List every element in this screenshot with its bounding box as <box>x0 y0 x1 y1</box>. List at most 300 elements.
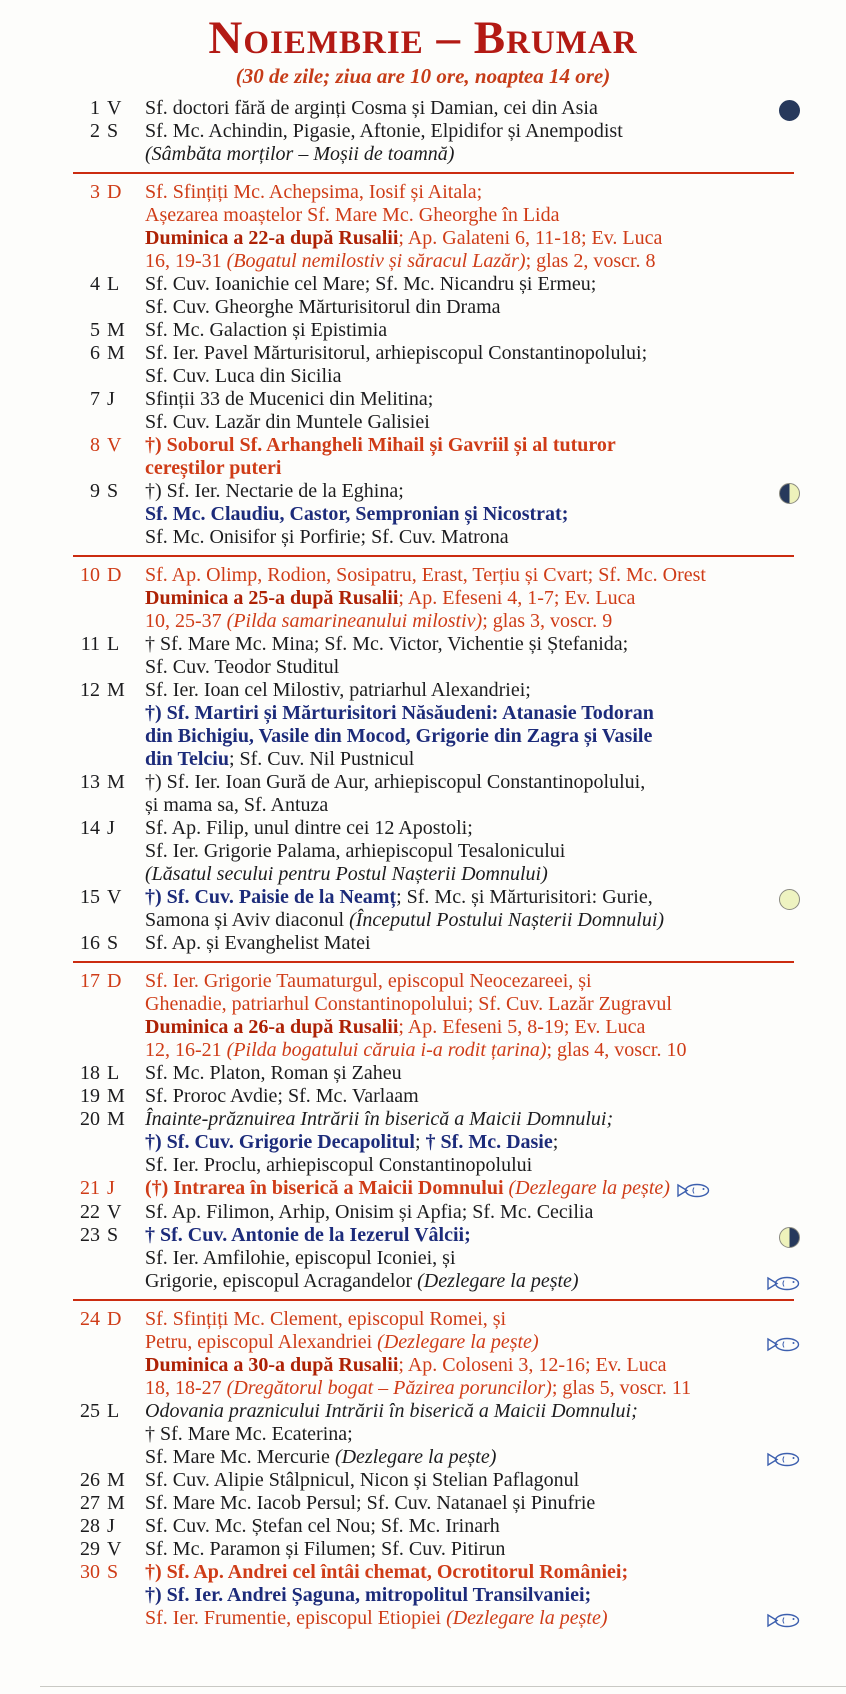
day-content <box>145 633 794 679</box>
text-segment: Duminica a 22-a după Rusalii <box>145 227 399 250</box>
day-label <box>73 564 145 587</box>
section-separator <box>73 555 794 557</box>
text-segment: Ghenadie, patriarhul Constantinopolului; Sf. Cuv. Lazăr Zugravul <box>145 993 672 1016</box>
day-of-week: M <box>107 1085 125 1108</box>
day-content <box>145 679 794 771</box>
day-content <box>145 1469 794 1492</box>
day-content <box>145 434 794 480</box>
day-number: 22 <box>80 1201 100 1224</box>
text-segment: Odovania praznicului Intrării în biserică a Maicii Domnului; <box>145 1400 638 1423</box>
text-segment: Samona și Aviv diaconul <box>145 909 350 932</box>
day-number: 26 <box>80 1469 100 1492</box>
calendar-text-line <box>145 1446 794 1469</box>
day-of-week: L <box>107 1400 120 1423</box>
day-label <box>73 886 145 909</box>
page-title: Noiembrie – Brumar <box>208 12 638 64</box>
day-number: 30 <box>80 1561 100 1584</box>
day-content <box>145 1062 794 1085</box>
day-number: 6 <box>90 342 100 365</box>
calendar-text-line <box>145 1538 794 1561</box>
day-content <box>145 1177 794 1201</box>
text-segment: (Dezlegare la pește) <box>446 1607 608 1630</box>
calendar-day-row <box>73 886 794 932</box>
text-segment: Sf. Cuv. Lazăr din Muntele Galisiei <box>145 411 430 434</box>
text-segment: Sf. Mare Mc. Iacob Persul; Sf. Cuv. Natanael și Pinufrie <box>145 1492 596 1515</box>
text-segment: Sf. Sfințiți Mc. Clement, episcopul Romei, și <box>145 1308 507 1331</box>
day-label <box>73 1201 145 1224</box>
day-content <box>145 1561 794 1630</box>
day-content <box>145 1515 794 1538</box>
day-label <box>73 434 145 457</box>
day-content <box>145 817 794 886</box>
text-segment: Sf. Mc. Achindin, Pigasie, Aftonie, Elpidifor și Anempodist <box>145 120 623 143</box>
day-of-week: D <box>107 181 122 204</box>
day-label <box>73 97 145 120</box>
text-segment: ; Ap. Coloseni 3, 12-16; Ev. Luca <box>398 1354 667 1377</box>
text-segment: Sf. Ap. și Evanghelist Matei <box>145 932 371 955</box>
text-segment: †) Sf. Cuv. Grigorie Decapolitul <box>145 1131 415 1154</box>
calendar-text-line <box>145 1108 794 1131</box>
day-of-week: V <box>107 1201 122 1224</box>
calendar-day-row <box>73 633 794 679</box>
first-quarter-moon-icon <box>779 481 800 504</box>
day-label <box>73 1492 145 1515</box>
text-segment: Sf. Mc. Claudiu, Castor, Sempronian și Nicostrat; <box>145 503 569 526</box>
day-label <box>73 273 145 296</box>
day-number: 1 <box>90 97 100 120</box>
calendar-day-row <box>73 1177 794 1201</box>
day-content <box>145 886 794 932</box>
fish-icon <box>766 1271 800 1294</box>
day-of-week: J <box>107 817 115 840</box>
text-segment: Sf. Mc. Platon, Roman și Zaheu <box>145 1062 402 1085</box>
calendar-text-line <box>145 1331 794 1354</box>
day-content <box>145 1538 794 1561</box>
day-number: 11 <box>80 633 100 656</box>
day-content <box>145 1108 794 1177</box>
calendar-text-line <box>145 1016 794 1039</box>
section-separator <box>73 172 794 174</box>
day-of-week: S <box>107 932 119 955</box>
day-label <box>73 120 145 143</box>
calendar-text-line <box>145 503 794 526</box>
day-of-week: M <box>107 1469 125 1492</box>
text-segment: † Sf. Mare Mc. Mina; Sf. Mc. Victor, Vichentie și Ștefanida; <box>145 633 629 656</box>
day-of-week: S <box>107 120 119 143</box>
calendar-day-row <box>73 1538 794 1561</box>
calendar-day-row <box>73 1515 794 1538</box>
text-segment: Duminica a 26-a după Rusalii <box>145 1016 399 1039</box>
text-segment: ; <box>414 1131 426 1154</box>
calendar-day-row <box>73 564 794 633</box>
calendar-text-line <box>145 411 794 434</box>
text-segment: ; Ap. Galateni 6, 11-18; Ev. Luca <box>398 227 663 250</box>
calendar-text-line <box>145 1515 794 1538</box>
calendar-text-line <box>145 204 794 227</box>
calendar-text-line <box>145 1423 794 1446</box>
day-of-week: S <box>107 480 119 503</box>
text-segment: Sf. Ap. Filip, unul dintre cei 12 Apostoli; <box>145 817 473 840</box>
calendar-day-row <box>73 1400 794 1469</box>
day-number: 28 <box>80 1515 100 1538</box>
text-segment: Înainte-prăznuirea Intrării în biserică a Maicii Domnului; <box>145 1108 614 1131</box>
text-segment: Duminica a 25-a după Rusalii <box>145 587 399 610</box>
calendar-text-line <box>145 1492 794 1515</box>
calendar-text-line <box>145 388 794 411</box>
text-segment: Sf. Ier. Frumentie, episcopul Etiopiei <box>145 1607 447 1630</box>
day-of-week: M <box>107 679 125 702</box>
text-segment: Sf. Ier. Grigorie Palama, arhiepiscopul Tesalonicului <box>145 840 566 863</box>
calendar-text-line <box>145 1201 794 1224</box>
calendar-day-row <box>73 1469 794 1492</box>
calendar-text-line <box>145 1224 794 1247</box>
text-segment: †) Sf. Martiri și Mărturisitori Năsăudeni: Atanasie Todoran <box>145 702 654 725</box>
last-quarter-moon-icon <box>779 1225 800 1248</box>
calendar-day-row <box>73 679 794 771</box>
text-segment: (Dezlegare la pește) <box>334 1446 497 1469</box>
day-content <box>145 564 794 633</box>
fish-icon <box>766 1447 800 1470</box>
calendar-text-line <box>145 526 794 549</box>
day-of-week: M <box>107 1108 125 1131</box>
text-segment: Sf. Ier. Grigorie Taumaturgul, episcopul Neocezareei, și <box>145 970 592 993</box>
day-number: 14 <box>80 817 100 840</box>
text-segment: 12, 16-21 <box>145 1039 227 1062</box>
day-content <box>145 1308 794 1400</box>
day-label <box>73 970 145 993</box>
calendar-text-line <box>145 970 794 993</box>
day-number: 16 <box>80 932 100 955</box>
day-of-week: J <box>107 1177 115 1200</box>
day-of-week: S <box>107 1224 119 1247</box>
day-content <box>145 1201 794 1224</box>
text-segment: (Sâmbăta morților – Moșii de toamnă) <box>145 143 455 166</box>
day-content <box>145 97 794 120</box>
calendar-day-row <box>73 1224 794 1293</box>
day-of-week: M <box>107 1492 125 1515</box>
text-segment: Sf. Cuv. Alipie Stâlpnicul, Nicon și Stelian Paflagonul <box>145 1469 580 1492</box>
calendar-day-row <box>73 1108 794 1177</box>
day-label <box>73 1085 145 1108</box>
text-segment: cereștilor puteri <box>145 457 282 480</box>
text-segment: Sf. Cuv. Ioanichie cel Mare; Sf. Mc. Nicandru și Ermeu; <box>145 273 597 296</box>
calendar-day-row <box>73 932 794 955</box>
calendar-text-line <box>145 1400 794 1423</box>
day-number: 17 <box>80 970 100 993</box>
text-segment: ; glas 5, voscr. 11 <box>551 1377 692 1400</box>
day-of-week: M <box>107 771 125 794</box>
calendar-text-line <box>145 1354 794 1377</box>
day-content <box>145 970 794 1062</box>
day-content <box>145 1085 794 1108</box>
calendar-text-line <box>145 886 794 909</box>
day-of-week: M <box>107 319 125 342</box>
day-label <box>73 1400 145 1423</box>
calendar-day-row <box>73 1085 794 1108</box>
day-label <box>73 679 145 702</box>
day-content <box>145 1492 794 1515</box>
day-of-week: J <box>107 1515 115 1538</box>
calendar-text-line <box>145 1062 794 1085</box>
day-number: 27 <box>80 1492 100 1515</box>
text-segment: (Bogatul nemilostiv și săracul Lazăr) <box>226 250 526 273</box>
text-segment: ; glas 3, voscr. 9 <box>482 610 613 633</box>
calendar-day-row <box>73 97 794 120</box>
text-segment: ; Ap. Efeseni 4, 1-7; Ev. Luca <box>398 587 636 610</box>
text-segment: și mama sa, Sf. Antuza <box>145 794 329 817</box>
calendar-text-line <box>145 319 794 342</box>
calendar-day-row <box>73 771 794 817</box>
text-segment: † Sf. Mc. Dasie <box>425 1131 553 1154</box>
calendar-day-row <box>73 273 794 319</box>
calendar-text-line <box>145 1469 794 1492</box>
calendar-days <box>73 97 794 1630</box>
text-segment: †) Sf. Ier. Andrei Șaguna, mitropolitul Transilvaniei; <box>145 1584 592 1607</box>
text-segment: ; Sf. Mc. și Mărturisitori: Gurie, <box>396 886 653 909</box>
calendar-text-line <box>145 587 794 610</box>
text-segment: (Pilda samarineanului milostiv) <box>226 610 483 633</box>
calendar-text-line <box>145 748 794 771</box>
text-segment: Sf. Mc. Paramon și Filumen; Sf. Cuv. Pitirun <box>145 1538 506 1561</box>
text-segment: ; glas 2, voscr. 8 <box>525 250 656 273</box>
calendar-text-line <box>145 1039 794 1062</box>
day-content <box>145 1224 794 1293</box>
day-number: 19 <box>80 1085 100 1108</box>
day-label <box>73 932 145 955</box>
day-of-week: D <box>107 564 122 587</box>
calendar-day-row <box>73 388 794 434</box>
text-segment: †) Soborul Sf. Arhangheli Mihail și Gavriil și al tuturor <box>145 434 616 457</box>
text-segment: ; <box>552 1131 559 1154</box>
text-segment: Sf. Mare Mc. Mercurie <box>145 1446 335 1469</box>
calendar-day-row <box>73 342 794 388</box>
calendar-text-line <box>145 365 794 388</box>
day-label <box>73 1515 145 1538</box>
day-of-week: L <box>107 273 120 296</box>
day-content <box>145 342 794 388</box>
fish-icon <box>676 1178 710 1201</box>
text-segment: Sf. Cuv. Luca din Sicilia <box>145 365 342 388</box>
new-moon-icon <box>779 98 800 121</box>
day-number: 18 <box>80 1062 100 1085</box>
section-separator <box>73 961 794 963</box>
calendar-text-line <box>145 794 794 817</box>
text-segment: Sf. doctori fără de arginți Cosma și Damian, cei din Asia <box>145 97 598 120</box>
text-segment: Așezarea moaștelor Sf. Mare Mc. Gheorghe în Lida <box>145 204 560 227</box>
day-of-week: D <box>107 1308 122 1331</box>
text-segment: Petru, episcopul Alexandriei <box>145 1331 378 1354</box>
calendar-day-row <box>73 1062 794 1085</box>
text-segment: Sf. Mc. Onisifor și Porfirie; Sf. Cuv. Matrona <box>145 526 509 549</box>
calendar-text-line <box>145 656 794 679</box>
text-segment: (†) Intrarea în biserică a Maicii Domnului <box>145 1177 509 1200</box>
calendar-day-row <box>73 1308 794 1400</box>
text-segment: 18, 18-27 <box>145 1377 227 1400</box>
day-of-week: M <box>107 342 125 365</box>
day-number: 29 <box>80 1538 100 1561</box>
day-number: 10 <box>80 564 100 587</box>
day-of-week: S <box>107 1561 119 1584</box>
day-label <box>73 1308 145 1331</box>
calendar-text-line <box>145 840 794 863</box>
text-segment: ; Ap. Efeseni 5, 8-19; Ev. Luca <box>398 1016 646 1039</box>
calendar-text-line <box>145 342 794 365</box>
text-segment: † Sf. Mare Mc. Ecaterina; <box>145 1423 353 1446</box>
text-segment: 16, 19-31 <box>145 250 227 273</box>
text-segment: Sf. Ap. Olimp, Rodion, Sosipatru, Erast, Terțiu și Cvart; Sf. Mc. Orest <box>145 564 706 587</box>
text-segment: (Dezlegare la pește) <box>417 1270 579 1293</box>
day-number: 23 <box>80 1224 100 1247</box>
text-segment: Sf. Ier. Amfilohie, episcopul Iconiei, și <box>145 1247 456 1270</box>
text-segment: (Începutul Postului Nașterii Domnului) <box>349 909 665 932</box>
text-segment: (Dezlegare la pește) <box>377 1331 539 1354</box>
calendar-text-line <box>145 564 794 587</box>
calendar-text-line <box>145 1308 794 1331</box>
text-segment: Sf. Mc. Galaction și Epistimia <box>145 319 388 342</box>
calendar-text-line <box>145 143 794 166</box>
text-segment: Sf. Ier. Proclu, arhiepiscopul Constantinopolului <box>145 1154 533 1177</box>
text-segment: † Sf. Cuv. Antonie de la Iezerul Vâlcii; <box>145 1224 471 1247</box>
fish-icon <box>766 1608 800 1631</box>
text-segment: ; glas 4, voscr. 10 <box>546 1039 687 1062</box>
day-number: 8 <box>90 434 100 457</box>
calendar-text-line <box>145 1085 794 1108</box>
day-content <box>145 273 794 319</box>
day-of-week: V <box>107 886 122 909</box>
full-moon-icon <box>779 887 800 910</box>
text-segment: Sf. Ap. Filimon, Arhip, Onisim și Apfia; Sf. Mc. Cecilia <box>145 1201 594 1224</box>
calendar-text-line <box>145 120 794 143</box>
day-label <box>73 1177 145 1200</box>
text-segment: 10, 25-37 <box>145 610 227 633</box>
text-segment: Sf. Cuv. Mc. Ștefan cel Nou; Sf. Mc. Irinarh <box>145 1515 500 1538</box>
calendar-text-line <box>145 434 794 457</box>
text-segment: Sf. Sfințiți Mc. Achepsima, Iosif și Aitala; <box>145 181 483 204</box>
day-label <box>73 342 145 365</box>
day-content <box>145 319 794 342</box>
calendar-text-line <box>145 480 794 503</box>
day-number: 20 <box>80 1108 100 1131</box>
day-number: 2 <box>90 120 100 143</box>
day-label <box>73 319 145 342</box>
day-label <box>73 771 145 794</box>
day-number: 9 <box>90 480 100 503</box>
calendar-text-line <box>145 1584 794 1607</box>
day-label <box>73 1561 145 1584</box>
day-of-week: J <box>107 388 115 411</box>
text-segment: †) Sf. Ier. Ioan Gură de Aur, arhiepiscopul Constantinopolului, <box>145 771 646 794</box>
text-segment: Sf. Ier. Pavel Mărturisitorul, arhiepiscopul Constantinopolului; <box>145 342 648 365</box>
calendar-day-row <box>73 1561 794 1630</box>
text-segment: Sf. Proroc Avdie; Sf. Mc. Varlaam <box>145 1085 419 1108</box>
page-subtitle: (30 de zile; ziua are 10 ore, noaptea 14 ore) <box>235 64 611 89</box>
day-of-week: L <box>107 633 120 656</box>
day-number: 24 <box>80 1308 100 1331</box>
day-of-week: L <box>107 1062 120 1085</box>
day-number: 4 <box>90 273 100 296</box>
day-of-week: V <box>107 97 122 120</box>
calendar-text-line <box>145 1377 794 1400</box>
day-label <box>73 1108 145 1131</box>
day-content <box>145 771 794 817</box>
calendar-text-line <box>145 97 794 120</box>
day-of-week: V <box>107 434 122 457</box>
day-content <box>145 388 794 434</box>
calendar-day-row <box>73 480 794 549</box>
calendar-text-line <box>145 296 794 319</box>
day-number: 21 <box>80 1177 100 1200</box>
day-number: 3 <box>90 181 100 204</box>
calendar-text-line <box>145 1270 794 1293</box>
day-label <box>73 388 145 411</box>
day-number: 5 <box>90 319 100 342</box>
day-number: 13 <box>80 771 100 794</box>
day-number: 12 <box>80 679 100 702</box>
day-label <box>73 817 145 840</box>
day-content <box>145 1400 794 1469</box>
calendar-day-row <box>73 817 794 886</box>
day-content <box>145 181 794 273</box>
fish-icon <box>766 1332 800 1355</box>
calendar-text-line <box>145 457 794 480</box>
calendar-day-row <box>73 1492 794 1515</box>
text-segment: (Pilda bogatului căruia i-a rodit țarina) <box>226 1039 547 1062</box>
day-number: 25 <box>80 1400 100 1423</box>
day-number: 7 <box>90 388 100 411</box>
day-label <box>73 1062 145 1085</box>
text-segment: Duminica a 30-a după Rusalii <box>145 1354 399 1377</box>
day-number: 15 <box>80 886 100 909</box>
day-label <box>73 1224 145 1247</box>
calendar-day-row <box>73 970 794 1062</box>
text-segment: Sfinții 33 de Mucenici din Melitina; <box>145 388 434 411</box>
calendar-text-line <box>145 633 794 656</box>
calendar-text-line <box>145 273 794 296</box>
text-segment: Sf. Cuv. Teodor Studitul <box>145 656 340 679</box>
day-label <box>73 1469 145 1492</box>
calendar-text-line <box>145 250 794 273</box>
text-segment: Sf. Ier. Ioan cel Milostiv, patriarhul Alexandriei; <box>145 679 531 702</box>
text-segment: Sf. Cuv. Gheorghe Mărturisitorul din Drama <box>145 296 501 319</box>
calendar-text-line <box>145 181 794 204</box>
calendar-text-line <box>145 725 794 748</box>
calendar-text-line <box>145 863 794 886</box>
calendar-day-row <box>73 434 794 480</box>
calendar-text-line <box>145 993 794 1016</box>
text-segment: (Lăsatul secului pentru Postul Nașterii Domnului) <box>145 863 548 886</box>
calendar-day-row <box>73 120 794 166</box>
text-segment: †) Sf. Cuv. Paisie de la Neamț <box>145 886 397 909</box>
calendar-text-line <box>145 932 794 955</box>
text-segment: (Dregătorul bogat – Păzirea poruncilor) <box>226 1377 552 1400</box>
text-segment: din Bichigiu, Vasile din Mocod, Grigorie din Zagra și Vasile <box>145 725 653 748</box>
calendar-text-line <box>145 1607 794 1630</box>
day-label <box>73 480 145 503</box>
day-label <box>73 633 145 656</box>
text-segment: †) Sf. Ier. Nectarie de la Eghina; <box>145 480 404 503</box>
calendar-text-line <box>145 1561 794 1584</box>
page-bottom-edge <box>40 1686 846 1687</box>
calendar-text-line <box>145 817 794 840</box>
day-content <box>145 120 794 166</box>
day-label <box>73 1538 145 1561</box>
calendar-text-line <box>145 1131 794 1154</box>
day-of-week: V <box>107 1538 122 1561</box>
calendar-text-line <box>145 679 794 702</box>
calendar-day-row <box>73 181 794 273</box>
text-segment: (Dezlegare la pește) <box>508 1177 670 1200</box>
text-segment: Grigorie, episcopul Acragandelor <box>145 1270 418 1293</box>
